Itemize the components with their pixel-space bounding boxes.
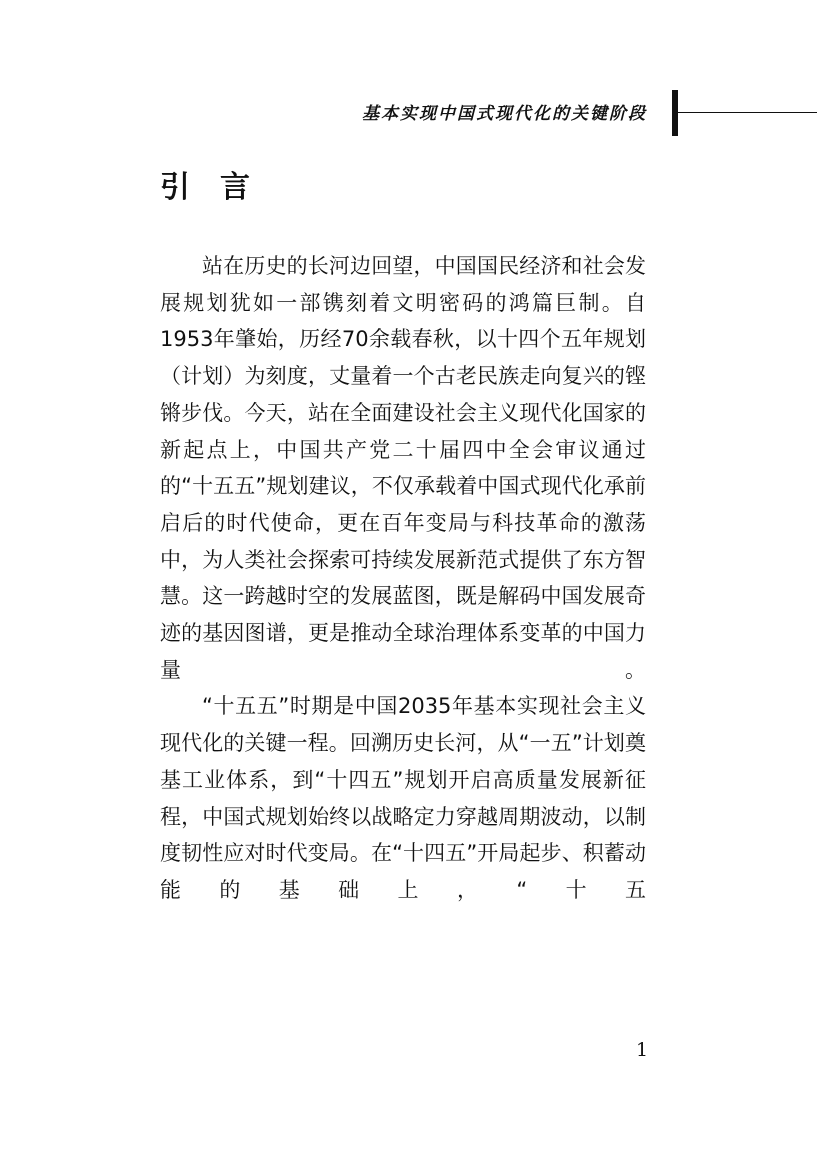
paragraph-1: 站在历史的长河边回望，中国国民经济和社会发展规划犹如一部镌刻着文明密码的鸿篇巨制。自1953年肇始，历经70余载春秋，以十四个五年规划（计划）为刻度，丈量着一个古老民族走向复兴的铿锵步伐。今天，站在全面建设社会主义现代化国家的新起点上，中国共产党二十届四中全会审议通过的“十五五”规划建议，不仅承载着中国式现代化承前启后的时代使命，更在百年变局与科技革命的激荡中，为人类社会探索可持续发展新范式提供了东方智慧。这一跨越时空的发展蓝图，既是解码中国发展奇迹的基因图谱，更是推动全球治理体系变革的中国力量。 [160, 254, 646, 682]
chapter-title: 引言 [160, 170, 280, 205]
header-vertical-bar [672, 90, 678, 136]
header-rule-line [678, 112, 817, 113]
page-number: 1 [636, 1039, 649, 1061]
running-header-title: 基本实现中国式现代化的关键阶段 [362, 104, 647, 124]
body-text [160, 248, 646, 909]
paragraph-2: “十五五”时期是中国2035年基本实现社会主义现代化的关键一程。回溯历史长河，从“一五”计划奠基工业体系，到“十四五”规划开启高质量发展新征程，中国式规划始终以战略定力穿越周期波动，以制度韧性应对时代变局。在“十四五”开局起步、积蓄动能的基础上，“十五 [160, 694, 646, 902]
